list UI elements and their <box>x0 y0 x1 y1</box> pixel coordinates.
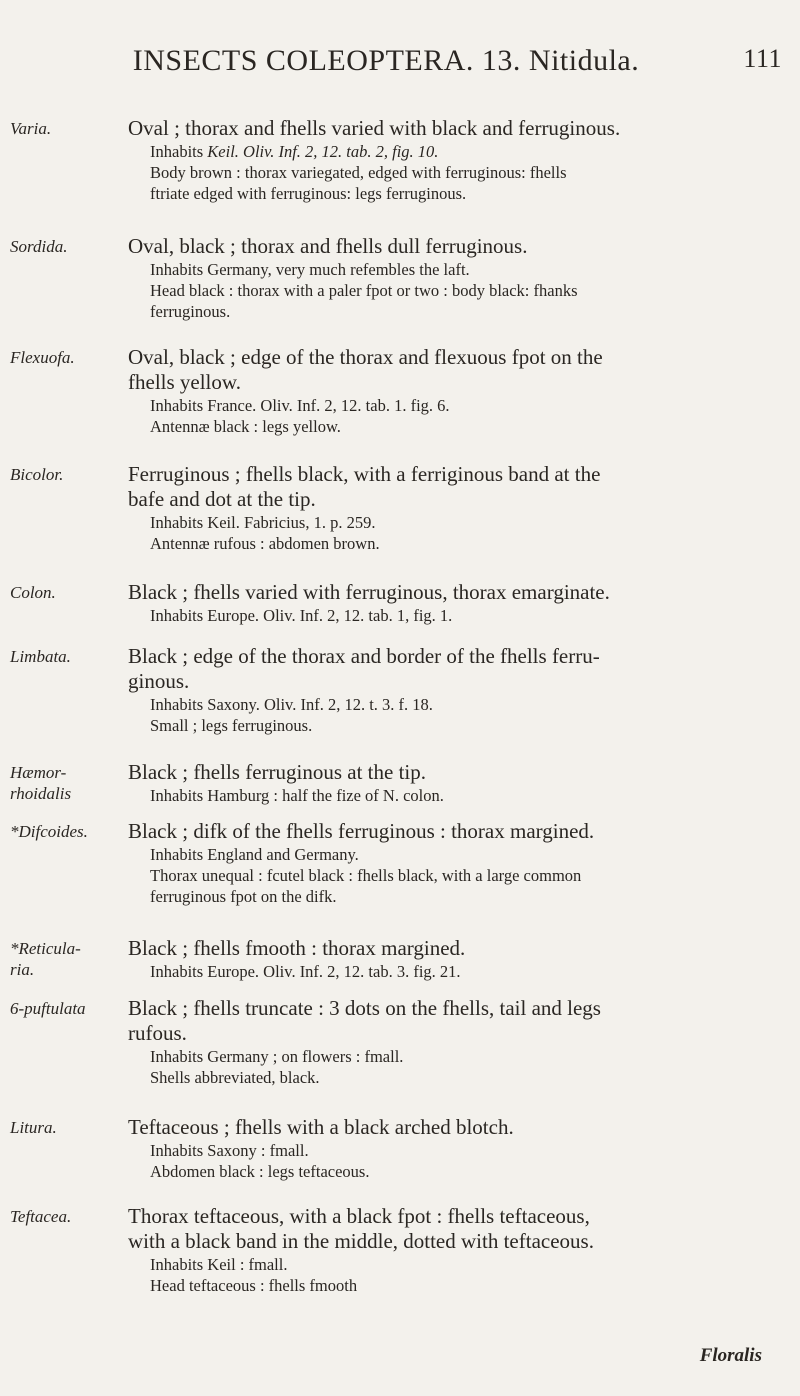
description-line: Shells abbreviated, black. <box>150 1068 320 1087</box>
species-name: Teftacea. <box>10 1207 72 1226</box>
species-name: Colon. <box>10 583 56 602</box>
species-name: *Reticula- ria. <box>10 939 81 979</box>
habitat-line: Inhabits Saxony. Oliv. Inf. 2, 12. t. 3. f. 18. <box>150 695 433 714</box>
description-line: ferruginous. <box>150 302 231 321</box>
description-line: Abdomen black : legs teftaceous. <box>150 1162 370 1181</box>
habitat-line: Inhabits France. Oliv. Inf. 2, 12. tab. 1. fig. 6. <box>150 396 450 415</box>
species-diagnosis: Black ; fhells truncate : 3 dots on the fhells, tail and legs <box>128 996 601 1020</box>
habitat-line: Inhabits Keil : fmall. <box>150 1255 288 1274</box>
description-line: Body brown : thorax variegated, edged with ferruginous: fhells <box>150 163 567 182</box>
habitat-line: Inhabits Europe. Oliv. Inf. 2, 12. tab. 3. fig. 21. <box>150 962 461 981</box>
species-name: Sordida. <box>10 237 68 256</box>
species-name: Limbata. <box>10 647 71 666</box>
species-name: 6-puftulata <box>10 999 86 1018</box>
description-line: ftriate edged with ferruginous: legs ferruginous. <box>150 184 467 203</box>
description-line: Head teftaceous : fhells fmooth <box>150 1276 358 1295</box>
description-line: Antennæ rufous : abdomen brown. <box>150 534 380 553</box>
header-title: INSECTS COLEOPTERA. 13. Nitidula. <box>132 44 640 77</box>
description-line: ferruginous fpot on the difk. <box>150 887 337 906</box>
species-name: Bicolor. <box>10 465 64 484</box>
habitat-line: Inhabits Saxony : fmall. <box>150 1141 309 1160</box>
species-diagnosis-cont: rufous. <box>128 1021 187 1045</box>
species-diagnosis-cont: ginous. <box>128 669 190 693</box>
species-diagnosis-cont: bafe and dot at the tip. <box>128 487 316 511</box>
species-diagnosis: Ferruginous ; fhells black, with a ferriginous band at the <box>128 462 601 486</box>
species-diagnosis: Oval, black ; edge of the thorax and flexuous fpot on the <box>128 345 603 369</box>
description-line: Antennæ black : legs yellow. <box>150 417 341 436</box>
species-diagnosis: Black ; fhells varied with ferruginous, thorax emarginate. <box>128 580 610 604</box>
species-diagnosis: Black ; difk of the fhells ferruginous : thorax margined. <box>128 819 595 843</box>
habitat-line: Inhabits Germany, very much refembles the laft. <box>150 260 470 279</box>
species-name: Litura. <box>10 1118 57 1137</box>
species-diagnosis-cont: fhells yellow. <box>128 370 241 394</box>
species-diagnosis-cont: with a black band in the middle, dotted with teftaceous. <box>128 1229 594 1253</box>
habitat-line: Inhabits Germany ; on flowers : fmall. <box>150 1047 404 1066</box>
catchword: Floralis <box>699 1345 762 1366</box>
habitat-line: Inhabits Keil. Oliv. Inf. 2, 12. tab. 2, fig. 10. <box>150 142 439 161</box>
species-name: Flexuofa. <box>10 348 75 367</box>
species-diagnosis: Thorax teftaceous, with a black fpot : fhells teftaceous, <box>128 1204 590 1228</box>
description-line: Thorax unequal : fcutel black : fhells black, with a large common <box>150 866 582 885</box>
species-diagnosis: Oval ; thorax and fhells varied with black and ferruginous. <box>128 116 621 140</box>
species-diagnosis: Black ; fhells ferruginous at the tip. <box>128 760 427 784</box>
running-header <box>0 44 800 78</box>
species-name: Hæmor- rhoidalis <box>10 763 72 803</box>
species-diagnosis: Oval, black ; thorax and fhells dull ferruginous. <box>128 234 528 258</box>
page-number: 111 <box>743 44 782 73</box>
species-name: Varia. <box>10 119 52 138</box>
habitat-line: Inhabits England and Germany. <box>150 845 359 864</box>
species-name: *Difcoides. <box>10 822 88 841</box>
description-line: Small ; legs ferruginous. <box>150 716 313 735</box>
habitat-line: Inhabits Europe. Oliv. Inf. 2, 12. tab. 1, fig. 1. <box>150 606 453 625</box>
species-diagnosis: Teftaceous ; fhells with a black arched blotch. <box>128 1115 514 1139</box>
species-diagnosis: Black ; fhells fmooth : thorax margined. <box>128 936 466 960</box>
species-diagnosis: Black ; edge of the thorax and border of the fhells ferru- <box>128 644 600 668</box>
habitat-line: Inhabits Keil. Fabricius, 1. p. 259. <box>150 513 376 532</box>
description-line: Head black : thorax with a paler fpot or two : body black: fhanks <box>150 281 578 300</box>
habitat-line: Inhabits Hamburg : half the fize of N. colon. <box>150 786 444 805</box>
